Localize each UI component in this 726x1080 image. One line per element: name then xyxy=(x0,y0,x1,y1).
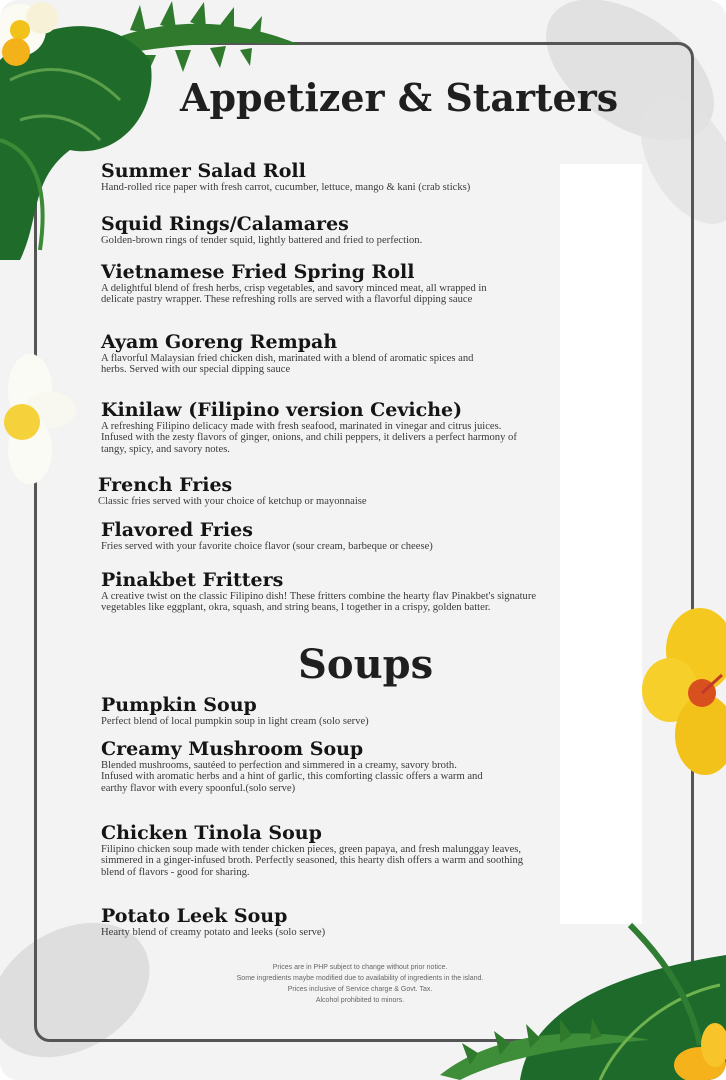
soups-heading: Soups xyxy=(298,641,434,688)
item-description: Perfect blend of local pumpkin soup in light cream (solo serve) xyxy=(101,716,369,727)
item-description: Blended mushrooms, sautéed to perfection and simmered in a creamy, savory broth. Infused with aromatic herbs and a hint of garlic, this comforting classic offers a warm and earthy flavor with every spoonful.(solo serve) xyxy=(101,760,483,794)
menu-item-summer-salad-roll xyxy=(101,160,571,193)
menu-item-french-fries xyxy=(98,474,568,507)
footer-note: Some ingredients maybe modified due to availability of ingredients in the island. xyxy=(236,975,484,982)
item-name: Chicken Tinola Soup xyxy=(101,822,322,844)
menu-item-kinilaw xyxy=(101,399,571,455)
menu-item-pinakbet-fritters xyxy=(101,569,569,614)
item-description: Hand-rolled rice paper with fresh carrot, cucumber, lettuce, mango & kani (crab sticks) xyxy=(101,182,471,193)
item-name: Vietnamese Fried Spring Roll xyxy=(101,261,415,283)
item-description: Golden-brown rings of tender squid, lightly battered and fried to perfection. xyxy=(101,235,423,246)
menu-item-squid-rings xyxy=(101,213,571,246)
hibiscus-flower-right-icon xyxy=(640,605,726,780)
item-name: Squid Rings/Calamares xyxy=(101,213,349,235)
item-name: Potato Leek Soup xyxy=(101,905,288,927)
item-name: Creamy Mushroom Soup xyxy=(101,738,364,760)
item-description: Filipino chicken soup made with tender chicken pieces, green papaya, and fresh malunggay leaves, simmered in a ginger-infused broth. Perfectly seasoned, this hearty dish offers a warm and soothing blend of flavors - good for sharing. xyxy=(101,844,524,878)
item-description: Fries served with your favorite choice flavor (sour cream, barbeque or cheese) xyxy=(101,541,433,552)
footer-note: Alcohol prohibited to minors. xyxy=(315,997,405,1004)
item-description: Hearty blend of creamy potato and leeks (solo serve) xyxy=(101,927,326,938)
menu-item-vietnamese-fried-spring-roll xyxy=(101,261,571,306)
menu-item-chicken-tinola-soup xyxy=(101,822,571,878)
menu-item-flavored-fries xyxy=(101,519,571,552)
footer-note: Prices are in PHP subject to change without prior notice. xyxy=(272,964,448,971)
menu-item-pumpkin-soup xyxy=(101,694,571,727)
item-name: French Fries xyxy=(98,474,233,496)
item-name: Flavored Fries xyxy=(101,519,253,541)
menu-footer-notes xyxy=(150,962,570,1006)
footer-note: Prices inclusive of Service charge & Govt. Tax. xyxy=(287,986,433,993)
item-description: A refreshing Filipino delicacy made with fresh seafood, marinated in vinegar and citrus juices. Infused with the zesty flavors of ginger, onions, and chili peppers, it delivers a perfect harmony of tangy, spicy, and savory notes. xyxy=(101,421,517,455)
appetizers-heading: Appetizer & Starters xyxy=(180,75,619,120)
frangipani-flower-left-icon xyxy=(0,350,80,490)
menu-item-ayam-goreng-rempah xyxy=(101,331,571,376)
item-description: A flavorful Malaysian fried chicken dish, marinated with a blend of aromatic spices and herbs. Served with our special dipping sauce xyxy=(101,353,474,376)
item-name: Pumpkin Soup xyxy=(101,694,257,716)
item-name: Summer Salad Roll xyxy=(101,160,306,182)
item-name: Kinilaw (Filipino version Ceviche) xyxy=(101,399,463,421)
item-description: A delightful blend of fresh herbs, crisp vegetables, and savory minced meat, all wrapped in delicate pastry wrapper. These refreshing rolls are served with a flavorful dipping sauce xyxy=(101,283,487,306)
menu-item-creamy-mushroom-soup xyxy=(101,738,571,794)
white-panel xyxy=(560,164,642,924)
item-name: Ayam Goreng Rempah xyxy=(101,331,338,353)
menu-item-potato-leek-soup xyxy=(101,905,571,938)
item-description: A creative twist on the classic Filipino dish! These fritters combine the hearty flav Pinakbet's signature vegetables like eggplant, okra, squash, and string beans, l together in a crispy, golden batter. xyxy=(101,591,537,614)
item-name: Pinakbet Fritters xyxy=(101,569,284,591)
item-description: Classic fries served with your choice of ketchup or mayonnaise xyxy=(98,496,367,507)
